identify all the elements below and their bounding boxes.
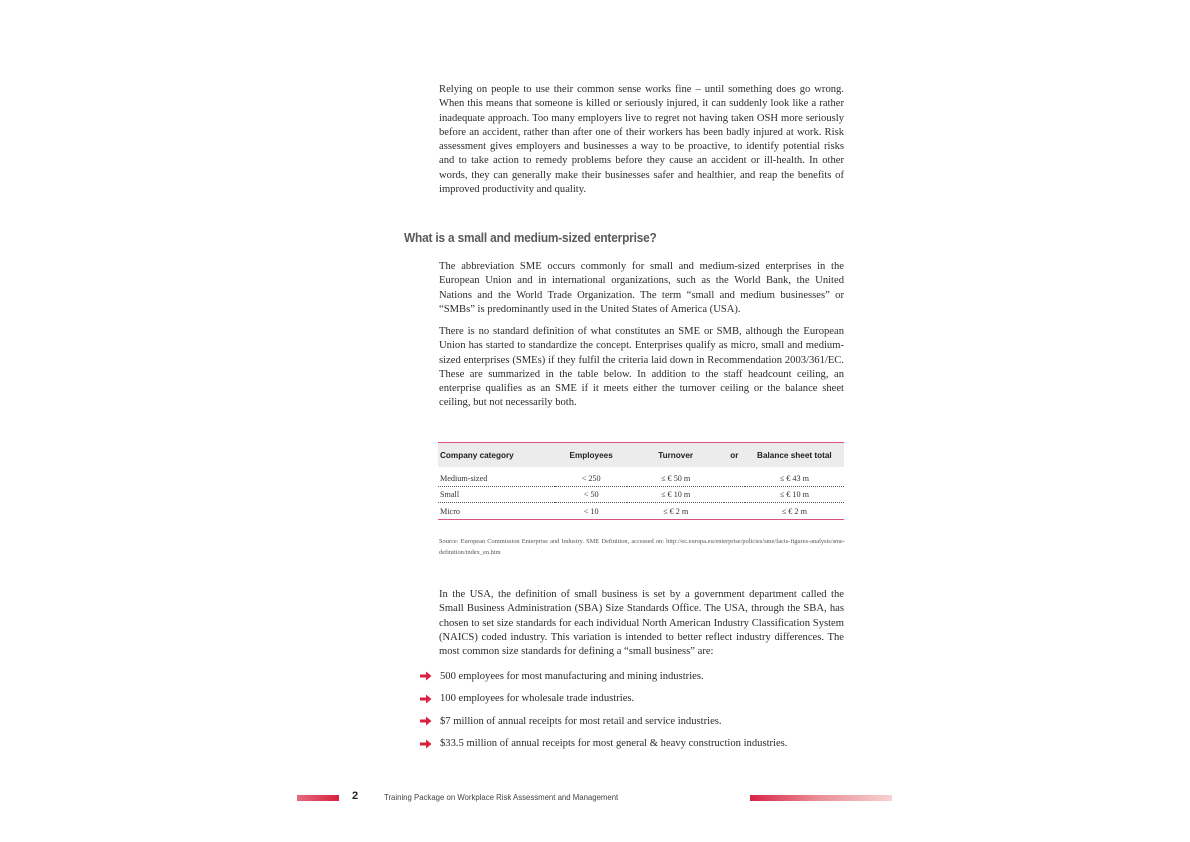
cell-balance-sheet: ≤ € 10 m	[745, 487, 844, 503]
list-item	[420, 688, 860, 711]
cell-turnover: ≤ € 2 m	[663, 506, 689, 516]
sme-abbreviation-paragraph: The abbreviation SME occurs commonly for small and medium-sized enterprises in the European Union and in international organizations, such as the World Bank, the United Nations and the World Trade Organization. The term “small and medium businesses” or “SMBs” is predominantly used in the United States of America (USA).	[439, 261, 844, 315]
table-header-row	[438, 443, 844, 467]
size-standards-list	[420, 665, 860, 755]
cell-category: Micro	[440, 506, 461, 516]
list-item-text: 100 employees for wholesale trade industries.	[440, 693, 635, 705]
cell-employees: < 250	[555, 471, 628, 487]
header-or: or	[730, 450, 739, 460]
footer-accent-bar-left	[297, 795, 339, 801]
arrow-right-icon	[420, 671, 432, 681]
list-item	[420, 710, 860, 733]
cell-or	[724, 487, 745, 503]
header-balance-sheet-total: Balance sheet total	[757, 450, 832, 460]
list-item	[420, 665, 860, 688]
cell-employees: < 50	[555, 487, 628, 503]
cell-or	[724, 503, 745, 520]
cell-balance-sheet: ≤ € 2 m	[781, 506, 807, 516]
arrow-right-icon	[420, 739, 432, 749]
cell-employees: < 10	[583, 506, 599, 516]
page-footer	[0, 790, 1190, 806]
header-employees: Employees	[569, 450, 613, 460]
list-item-text: $7 million of annual receipts for most retail and service industries.	[440, 715, 722, 727]
cell-category: Small	[438, 487, 555, 503]
header-company-category: Company category	[440, 450, 514, 460]
footer-title: Training Package on Workplace Risk Assessment and Management	[384, 792, 619, 802]
section-heading: What is a small and medium-sized enterprise?	[404, 230, 657, 245]
cell-or	[724, 471, 745, 487]
usa-definition-paragraph: In the USA, the definition of small business is set by a government department called the Small Business Administration (SBA) Size Standards Office. The USA, through the SBA, has chosen to set size standards for each individual North American Industry Classification System (NAICS) coded industry. This variation is intended to better reflect industry differences. The most common size standards for defining a “small business” are:	[439, 589, 844, 658]
table-source-note: Source: European Commission Enterprise and Industry. SME Definition, accessed on: http://ec.europa.eu/enterprise/policies/sme/facts-figures-analysis/sme-definition/index_en.htm	[439, 538, 845, 556]
table-bottom-rule	[438, 519, 844, 520]
list-item-text: $33.5 million of annual receipts for most general & heavy construction industries.	[440, 738, 788, 750]
table-row	[438, 503, 844, 520]
arrow-right-icon	[420, 694, 432, 704]
list-item-text: 500 employees for most manufacturing and mining industries.	[440, 670, 704, 682]
header-turnover: Turnover	[658, 450, 694, 460]
cell-balance-sheet: ≤ € 43 m	[745, 471, 844, 487]
sme-definition-paragraph: There is no standard definition of what constitutes an SME or SMB, although the European Union has started to standardize the concept. Enterprises qualify as micro, small and medium-sized enterprises (SMEs) if they fulfil the criteria laid down in Recommendation 2003/361/EC. These are summarized in the table below. In addition to the staff headcount ceiling, an enterprise qualifies as an SME if it meets either the turnover ceiling or the balance sheet ceiling, but not necessarily both.	[439, 326, 844, 409]
cell-turnover: ≤ € 10 m	[627, 487, 723, 503]
cell-turnover: ≤ € 50 m	[627, 471, 723, 487]
footer-accent-bar-right	[750, 795, 892, 801]
table-row	[438, 471, 844, 487]
list-item	[420, 733, 860, 756]
cell-category: Medium-sized	[438, 471, 555, 487]
arrow-right-icon	[420, 716, 432, 726]
sme-table	[438, 442, 844, 520]
intro-paragraph: Relying on people to use their common sense works fine – until something does go wrong. When this means that someone is killed or seriously injured, it can suddenly look like a rather inadequate approach. Too many employers live to regret not having taken OSH more seriously before an accident, rather than after one of their workers has been badly injured at work. Risk assessment gives employers and businesses a way to be proactive, to identify potential risks and to take action to remedy problems before they cause an accident or ill-health. In other words, they can generally make their businesses safer and healthier, and reap the benefits of improved productivity and quality.	[439, 84, 844, 196]
table-row	[438, 487, 844, 503]
page-number: 2	[352, 790, 359, 802]
